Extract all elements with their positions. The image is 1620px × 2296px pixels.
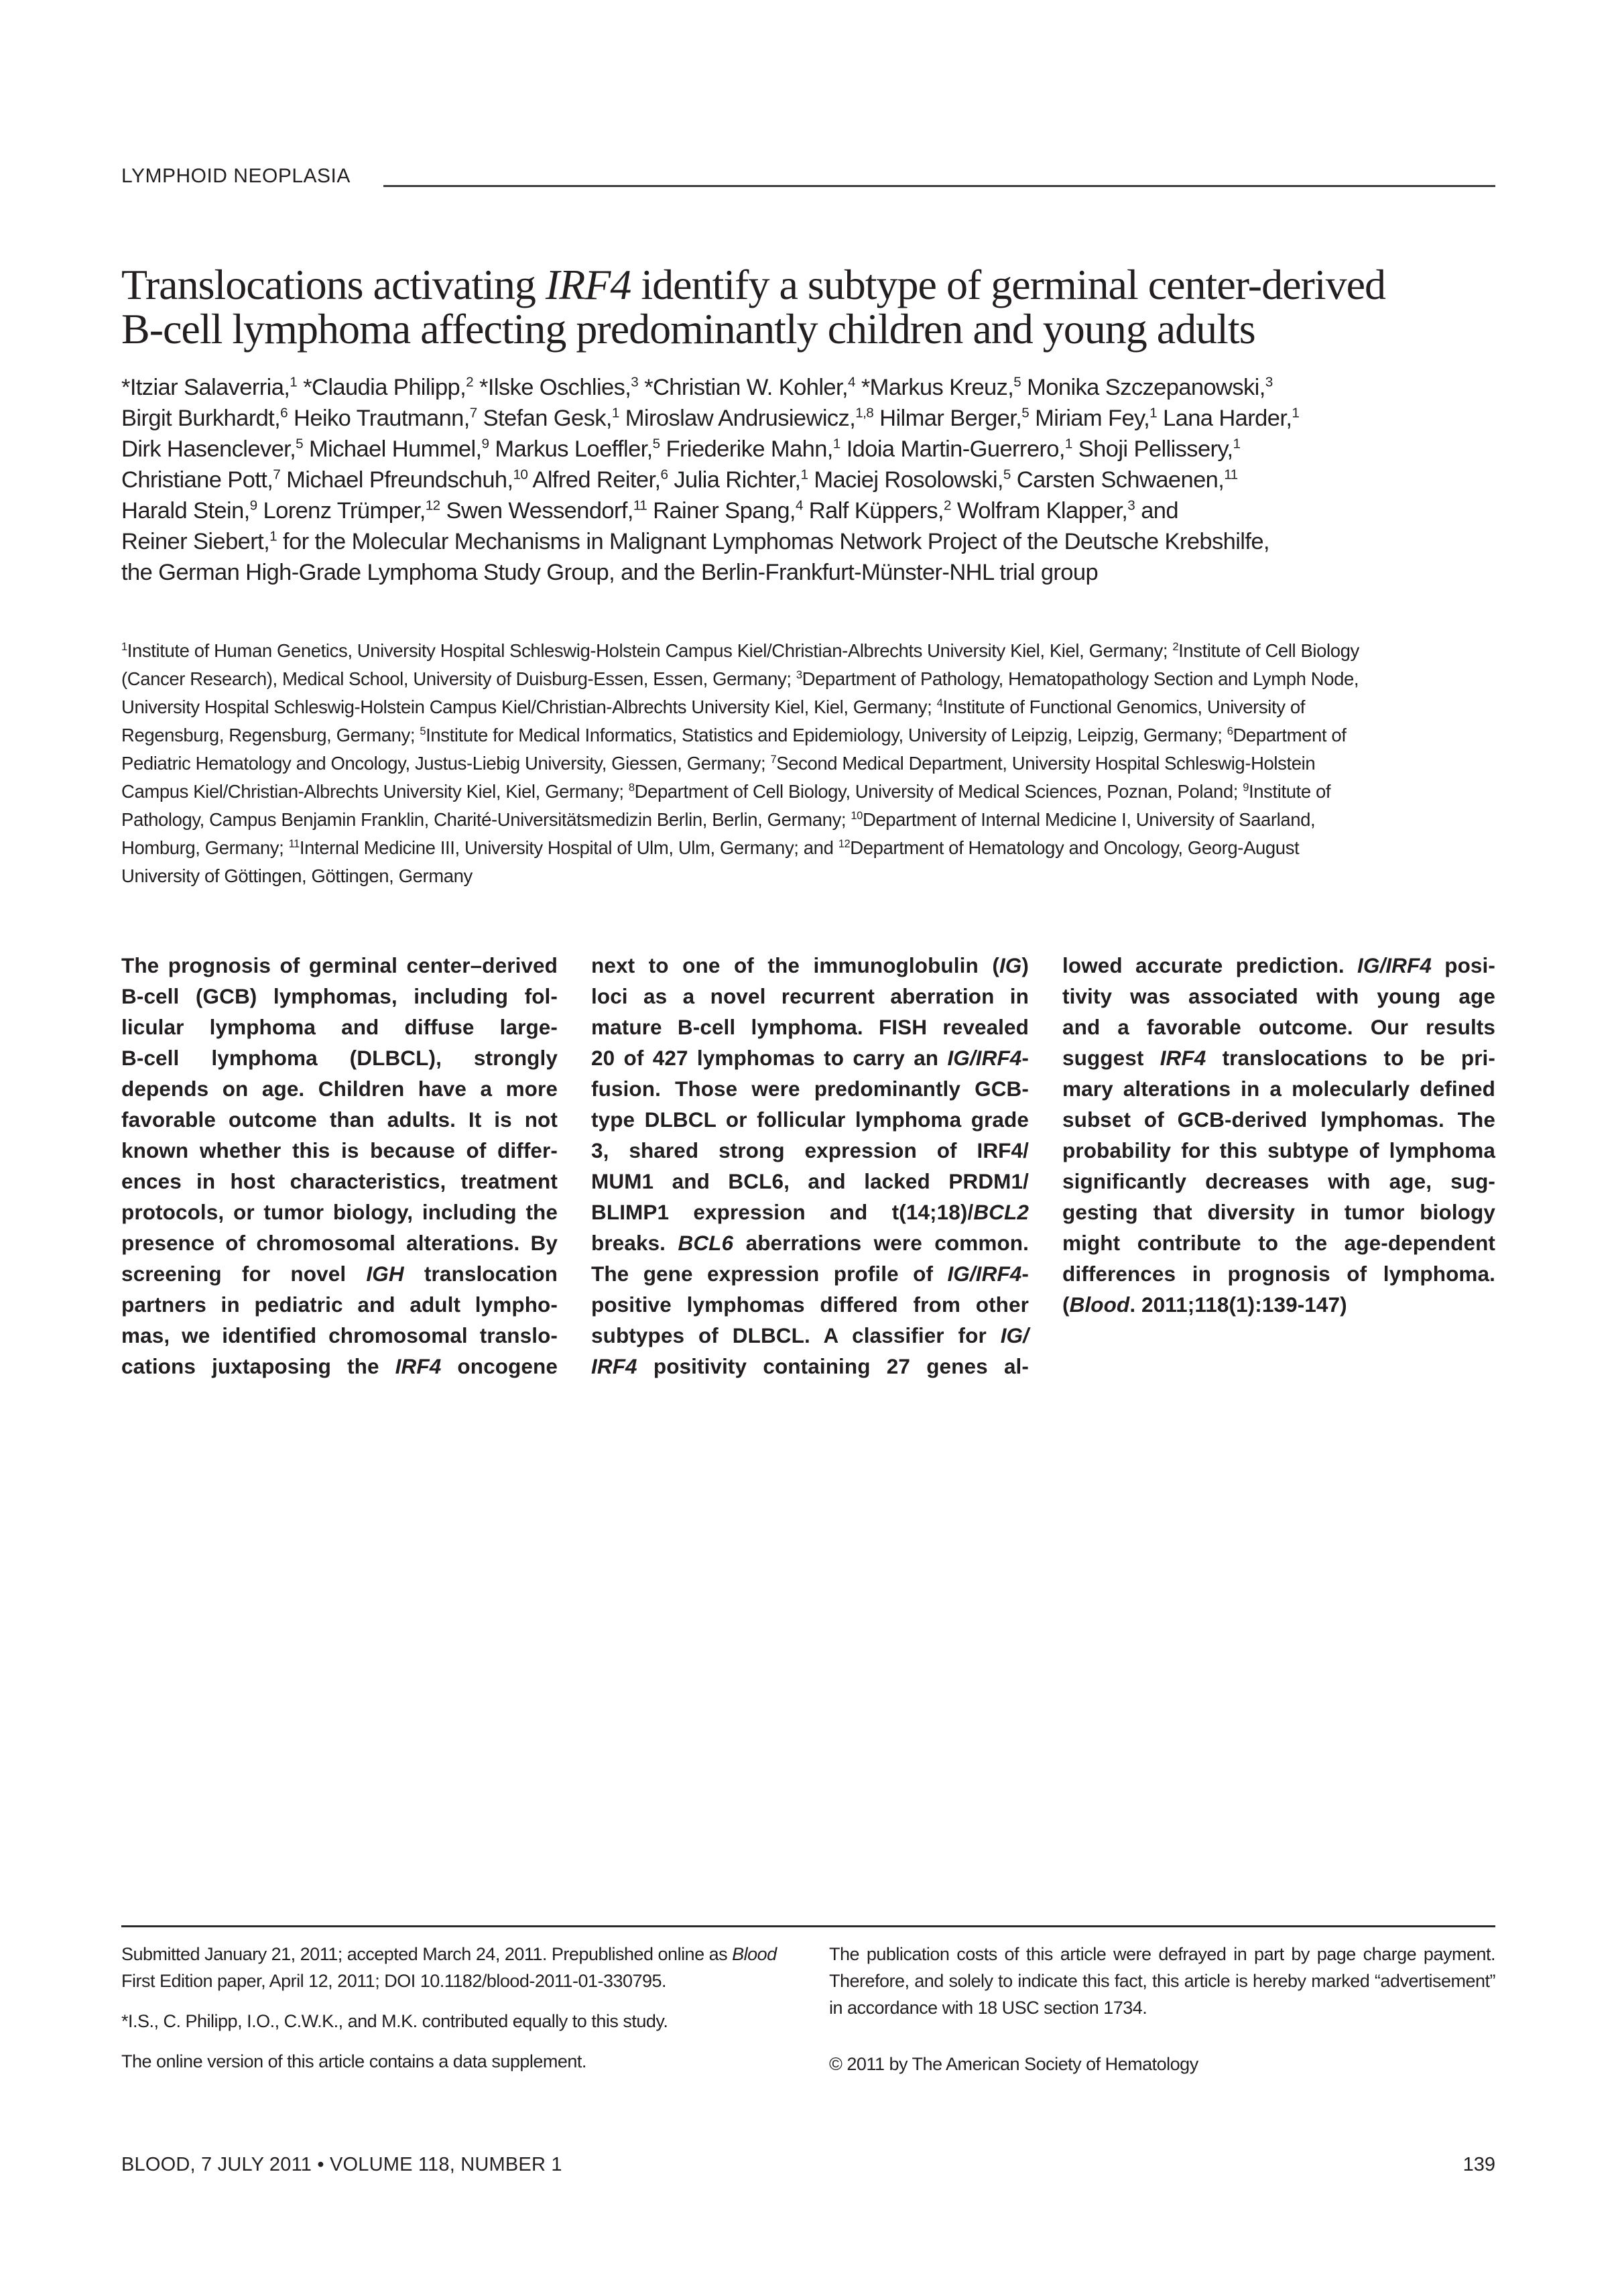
affiliation-marker: 1	[1064, 436, 1072, 452]
affiliation-marker: 1,8	[855, 405, 874, 421]
article-title	[121, 263, 1502, 351]
affiliation-marker: 1	[611, 405, 619, 421]
affiliation-marker: 2	[466, 374, 474, 390]
abstract-line: depends on age. Children have a more	[121, 1077, 558, 1101]
abstract-line: B-cell lymphoma (DLBCL), strongly	[121, 1046, 558, 1070]
abstract-line: The gene expression profile of IG/IRF4-	[591, 1262, 1029, 1286]
section-heading-rule	[383, 185, 1495, 187]
affiliation-marker: 1	[1149, 405, 1158, 421]
abstract-line: mature B-cell lymphoma. FISH revealed	[591, 1015, 1029, 1039]
affiliation-marker: 5	[652, 436, 660, 452]
footnote: Submitted January 21, 2011; accepted March 24, 2011. Prepublished online as Blood First Edition paper, April 12, 2011; DOI 10.1182/blood-2011-01-330795.	[121, 1944, 777, 1991]
abstract-line: probability for this subtype of lymphoma	[1062, 1138, 1495, 1162]
title-line-2: B-cell lymphoma affecting predominantly children and young adults	[121, 305, 1255, 353]
author-line: Dirk Hasenclever,$^5$ Michael Hummel,$^9$ Markus Loeffler,$^5$ Friederike Mahn,$^1$ Idoia Martin-Guerrero,$^1$ Shoji Pellissery,$^1$	[121, 436, 1241, 462]
abstract-line: type DLBCL or follicular lymphoma grade	[591, 1107, 1029, 1132]
author-line: *Itziar Salaverria,$^1$ *Claudia Philipp,$^2$ *Ilske Oschlies,$^3$ *Christian W. Kohler,$^4$ *Markus Kreuz,$^5$ Monika Szczepanowski,$^3$	[121, 374, 1273, 400]
abstract-line: gesting that diversity in tumor biology	[1062, 1200, 1495, 1224]
affiliation-marker: 1	[832, 436, 840, 452]
affiliation-marker: 1	[1233, 436, 1241, 452]
affiliation-marker: 11	[1224, 467, 1238, 483]
affiliation-marker: 3	[1265, 374, 1273, 390]
abstract-line: IRF4 positivity containing 27 genes al-	[591, 1354, 1029, 1378]
affiliation-marker: 4	[795, 497, 803, 513]
footnote: © 2011 by The American Society of Hematology	[829, 2054, 1198, 2074]
affiliation-marker: 3	[796, 669, 802, 682]
affiliation-marker: 6	[280, 405, 288, 421]
affiliation-marker: 9	[249, 497, 257, 513]
affiliation-marker: 5	[1003, 467, 1011, 483]
abstract-line: next to one of the immunoglobulin (IG)	[591, 953, 1029, 977]
affiliation-marker: 1	[121, 641, 127, 654]
affiliation-line: University of Göttingen, Göttingen, Germany	[121, 865, 473, 886]
abstract-line: lowed accurate prediction. IG/IRF4 posi-	[1062, 953, 1495, 977]
affiliation-marker: 2	[944, 497, 951, 513]
abstract-line: BLIMP1 expression and t(14;18)/BCL2	[591, 1200, 1029, 1224]
abstract-line: favorable outcome than adults. It is not	[121, 1107, 558, 1132]
abstract-column-2	[591, 950, 1029, 1382]
abstract-line: mary alterations in a molecularly defined	[1062, 1077, 1495, 1101]
author-list	[121, 372, 1502, 588]
abstract-column-3	[1062, 950, 1495, 1320]
abstract-line: and a favorable outcome. Our results	[1062, 1015, 1495, 1039]
abstract-line: might contribute to the age-dependent	[1062, 1231, 1495, 1255]
abstract-line: breaks. BCL6 aberrations were common.	[591, 1231, 1029, 1255]
affiliation-marker: 4	[936, 697, 943, 710]
affiliation-marker: 5	[296, 436, 304, 452]
abstract-line: partners in pediatric and adult lympho-	[121, 1292, 558, 1317]
footnote: *I.S., C. Philipp, I.O., C.W.K., and M.K. contributed equally to this study.	[121, 2011, 668, 2031]
affiliation-line: (Cancer Research), Medical School, University of Duisburg-Essen, Essen, Germany; $^3$Department of Pathology, Hematopathology Section and Lymph Node,	[121, 668, 1359, 689]
footnote: The publication costs of this article were defrayed in part by page charge payment. Therefore, and solely to indicate this fact, this article is hereby marked “advertisement” in accordance with 18 USC section 1734.	[829, 1944, 1495, 2018]
affiliation-marker: 5	[420, 725, 426, 738]
affiliation-marker: 9	[1243, 782, 1249, 794]
title-text: Translocations activating	[121, 261, 546, 308]
affiliation-marker: 4	[847, 374, 855, 390]
abstract-line: subset of GCB-derived lymphomas. The	[1062, 1107, 1495, 1132]
affiliation-marker: 8	[628, 782, 635, 794]
abstract-line: cations juxtaposing the IRF4 oncogene	[121, 1354, 558, 1378]
page-number: 139	[1462, 2154, 1495, 2175]
footnote-divider	[121, 1925, 1495, 1927]
affiliation-line: Regensburg, Regensburg, Germany; $^5$Institute for Medical Informatics, Statistics and Epidemiology, University of Leipzig, Leipzig, Germany; $^6$Department of	[121, 725, 1347, 745]
author-line: Harald Stein,$^9$ Lorenz Trümper,$^{12}$ Swen Wessendorf,$^{11}$ Rainer Spang,$^4$ Ralf Küppers,$^2$ Wolfram Klapper,$^3$ and	[121, 497, 1178, 524]
abstract-line: B-cell (GCB) lymphomas, including fol-	[121, 984, 558, 1008]
abstract-line: 20 of 427 lymphomas to carry an IG/IRF4-	[591, 1046, 1029, 1070]
affiliation-marker: 1	[290, 374, 298, 390]
author-line: Reiner Siebert,$^1$ for the Molecular Mechanisms in Malignant Lymphomas Network Project of the Deutsche Krebshilfe,	[121, 528, 1269, 554]
footnotes-left	[121, 1941, 812, 2088]
affiliation-marker: 1	[1292, 405, 1300, 421]
abstract-line: differences in prognosis of lymphoma.	[1062, 1262, 1495, 1286]
affiliation-marker: 12	[425, 497, 440, 513]
affiliation-marker: 12	[838, 838, 851, 851]
affiliation-marker: 5	[1013, 374, 1021, 390]
affiliation-marker: 3	[1127, 497, 1135, 513]
affiliation-marker: 5	[1021, 405, 1030, 421]
footnotes-right	[829, 1941, 1495, 2107]
abstract-line: subtypes of DLBCL. A classifier for IG/	[591, 1323, 1029, 1347]
affiliation-line: Campus Kiel/Christian-Albrechts University Kiel, Kiel, Germany; $^8$Department of Cell Biology, University of Medical Sciences, Poznan, Poland; $^9$Institute of	[121, 781, 1331, 802]
affiliation-line: Homburg, Germany; $^{11}$Internal Medicine III, University Hospital of Ulm, Ulm, Germany; and $^{12}$Department of Hematology and Oncology, Georg-August	[121, 837, 1300, 858]
author-line: the German High-Grade Lymphoma Study Group, and the Berlin-Frankfurt-Münster-NHL trial group	[121, 560, 1099, 585]
affiliation-marker: 10	[513, 467, 528, 483]
affiliation-line: University Hospital Schleswig-Holstein Campus Kiel/Christian-Albrechts University Kiel, Kiel, Germany; $^4$Institute of Functional Genomics, University of	[121, 697, 1305, 717]
affiliation-marker: 1	[269, 528, 277, 544]
abstract-line: licular lymphoma and diffuse large-	[121, 1015, 558, 1039]
abstract-line: fusion. Those were predominantly GCB-	[591, 1077, 1029, 1101]
abstract-line: positive lymphomas differed from other	[591, 1292, 1029, 1317]
abstract-line: mas, we identified chromosomal translo-	[121, 1323, 558, 1347]
author-line: Birgit Burkhardt,$^6$ Heiko Trautmann,$^7$ Stefan Gesk,$^1$ Miroslaw Andrusiewicz,$^{1,8}$ Hilmar Berger,$^5$ Miriam Fey,$^1$ Lana Harder,$^1$	[121, 405, 1300, 431]
abstract-line: known whether this is because of differ-	[121, 1138, 558, 1162]
abstract-line: loci as a novel recurrent aberration in	[591, 984, 1029, 1008]
abstract-line: protocols, or tumor biology, including the	[121, 1200, 558, 1224]
affiliation-marker: 6	[660, 467, 668, 483]
affiliation-marker: 9	[481, 436, 489, 452]
abstract-line: significantly decreases with age, sug-	[1062, 1169, 1495, 1193]
abstract-line: 3, shared strong expression of IRF4/	[591, 1138, 1029, 1162]
affiliation-line: Pediatric Hematology and Oncology, Justus-Liebig University, Giessen, Germany; $^7$Second Medical Department, University Hospital Schleswig-Holstein	[121, 753, 1316, 774]
affiliation-marker: 11	[288, 838, 300, 851]
footnote: The online version of this article contains a data supplement.	[121, 2051, 586, 2071]
title-line-1	[121, 261, 1385, 308]
abstract-line: (Blood. 2011;118(1):139-147)	[1062, 1292, 1347, 1317]
affiliation-marker: 7	[273, 467, 281, 483]
author-line: Christiane Pott,$^7$ Michael Pfreundschuh,$^{10}$ Alfred Reiter,$^6$ Julia Richter,$^1$ Maciej Rosolowski,$^5$ Carsten Schwaenen,$^{11}$	[121, 467, 1238, 493]
affiliation-marker: 10	[851, 810, 863, 823]
title-gene-name: IRF4	[545, 261, 631, 308]
affiliation-line: $^1$Institute of Human Genetics, University Hospital Schleswig-Holstein Campus Kiel/Christian-Albrechts University Kiel, Kiel, Germany; $^2$Institute of Cell Biology	[121, 640, 1359, 661]
affiliation-marker: 1	[800, 467, 808, 483]
affiliation-marker: 7	[469, 405, 477, 421]
affiliations	[121, 637, 1499, 890]
abstract-line: The prognosis of germinal center–derived	[121, 953, 558, 977]
abstract-line: tivity was associated with young age	[1062, 984, 1495, 1008]
abstract-line: MUM1 and BCL6, and lacked PRDM1/	[591, 1169, 1029, 1193]
abstract-line: suggest IRF4 translocations to be pri-	[1062, 1046, 1495, 1070]
journal-footer: BLOOD, 7 JULY 2011 • VOLUME 118, NUMBER 1	[121, 2154, 562, 2175]
abstract-line: ences in host characteristics, treatment	[121, 1169, 558, 1193]
affiliation-marker: 6	[1227, 725, 1233, 738]
abstract-line: screening for novel IGH translocation	[121, 1262, 558, 1286]
affiliation-marker: 11	[633, 497, 647, 513]
affiliation-marker: 2	[1172, 641, 1179, 654]
abstract-column-1	[121, 950, 558, 1382]
section-heading: LYMPHOID NEOPLASIA	[121, 165, 351, 187]
abstract-line: presence of chromosomal alterations. By	[121, 1231, 558, 1255]
affiliation-marker: 3	[631, 374, 639, 390]
affiliation-line: Pathology, Campus Benjamin Franklin, Charité-Universitätsmedizin Berlin, Berlin, Germany; $^{10}$Department of Internal Medicine I, University of Saarland,	[121, 809, 1316, 830]
affiliation-marker: 7	[770, 753, 777, 766]
title-text: identify a subtype of germinal center-derived	[631, 261, 1385, 308]
